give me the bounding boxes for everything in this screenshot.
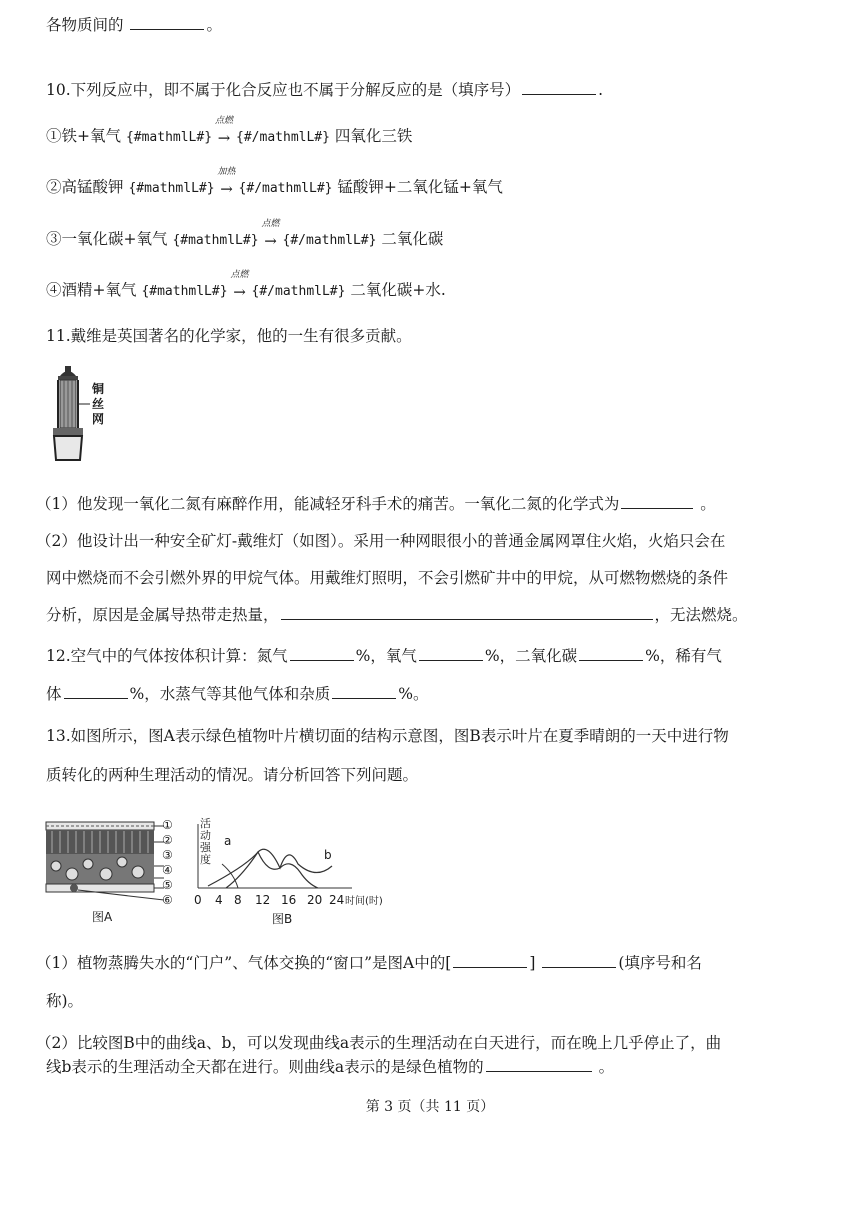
question-10-stem: [46, 79, 603, 101]
reaction-item-1: [46, 116, 413, 149]
tick-label: 4: [215, 893, 223, 907]
answer-blank[interactable]: [290, 645, 354, 661]
math-close-tag: {#/mathmlL#}: [238, 181, 333, 196]
davy-lamp-figure: [48, 364, 118, 468]
text: 体: [46, 685, 62, 703]
reaction-item-2: [46, 167, 503, 200]
page-footer: 第 3 页（共 11 页）: [365, 1099, 495, 1115]
text: %。: [398, 685, 429, 703]
text: %，水蒸气等其他气体和杂质: [129, 685, 331, 703]
curve-a-label: a: [224, 834, 232, 848]
activity-curve-chart: [186, 814, 412, 926]
x-axis-ticks: [194, 892, 383, 907]
answer-blank[interactable]: [579, 645, 643, 661]
text: 。: [695, 495, 716, 513]
label-char: 度: [200, 853, 211, 866]
text: 线b表示的生理活动全天都在进行。则曲线a表示的是绿色植物的: [46, 1058, 484, 1076]
activity-curve-figure: [186, 814, 412, 926]
math-open-tag: {#mathmlL#}: [125, 130, 213, 145]
text: .: [598, 81, 604, 99]
label-3: ③: [162, 848, 173, 862]
question-13-line-1: 13.如图所示，图A表示绿色植物叶片横切面的结构示意图，图B表示叶片在夏季晴朗的一天中进行物: [46, 727, 729, 745]
answer-blank[interactable]: [64, 683, 128, 699]
text: ，无法燃烧。: [654, 606, 748, 624]
label-char: 网: [92, 412, 105, 426]
math-open-tag: {#mathmlL#}: [172, 233, 259, 248]
reaction-arrow: [215, 167, 239, 200]
reaction-arrow: [228, 270, 252, 303]
text: ]: [529, 954, 536, 972]
question-12-line-2: [46, 683, 428, 705]
answer-blank[interactable]: [453, 952, 527, 968]
reaction-condition: 点燃: [230, 270, 249, 280]
reaction-arrow: [212, 116, 236, 149]
text: (填序号和名: [618, 954, 702, 972]
x-axis-unit: 时间(时): [345, 896, 383, 907]
question-11-part-2-line-2: 网中燃烧而不会引燃外界的甲烷气体。用戴维灯照明，不会引燃矿井中的甲烷，从可燃物燃烧的条件: [46, 569, 729, 587]
figure-b-caption: 图B: [272, 912, 293, 926]
reaction-lhs: ②高锰酸钾: [46, 178, 124, 196]
figure-a-number-labels: [162, 818, 173, 908]
tick-label: 24: [329, 893, 345, 907]
label-4: ④: [162, 863, 173, 877]
label-2: ②: [162, 833, 173, 847]
text: %，稀有气: [645, 647, 722, 665]
question-11-stem: 11.戴维是英国著名的化学家，他的一生有很多贡献。: [46, 327, 412, 345]
label-char: 活: [200, 817, 211, 830]
tick-label: 8: [234, 893, 242, 907]
curve-b-label: b: [324, 848, 332, 862]
answer-blank[interactable]: [621, 493, 693, 509]
answer-blank[interactable]: [486, 1056, 592, 1072]
label-5: ⑤: [162, 878, 173, 892]
reaction-condition: 点燃: [215, 116, 234, 126]
label-char: 动: [200, 829, 211, 842]
y-axis-label: [200, 818, 211, 866]
reaction-rhs: 二氧化碳+水.: [350, 281, 446, 299]
arrow-icon: →: [233, 283, 246, 301]
question-13-part-2-line-1: （2）比较图B中的曲线a、b，可以发现曲线a表示的生理活动在白天进行，而在晚上几乎停止了，曲: [36, 1034, 722, 1052]
answer-blank[interactable]: [281, 604, 653, 620]
text: %，氧气: [355, 647, 417, 665]
label-char: 丝: [92, 397, 105, 411]
reaction-rhs: 锰酸钾+二氧化锰+氧气: [337, 178, 503, 196]
tick-label: 12: [255, 893, 271, 907]
answer-blank[interactable]: [522, 79, 596, 95]
math-open-tag: {#mathmlL#}: [141, 284, 228, 299]
question-13-part-2-line-2: [46, 1056, 614, 1078]
arrow-icon: →: [217, 129, 231, 147]
reaction-arrow: [259, 219, 283, 252]
figure-a-caption: 图A: [92, 910, 113, 924]
label-char: 铜: [92, 382, 105, 396]
answer-blank[interactable]: [332, 683, 396, 699]
question-13-part-1-line-2: 称)。: [46, 992, 84, 1010]
tick-label: 20: [307, 893, 323, 907]
copper-mesh-label: [92, 382, 104, 427]
question-11-part-1: [36, 493, 716, 515]
text: 分析，原因是金属导热带走热量，: [46, 606, 279, 624]
reaction-lhs: ④酒精+氧气: [46, 281, 137, 299]
curve-a: [226, 852, 318, 888]
question-11-part-2-line-3: [46, 604, 748, 626]
reaction-condition: 点燃: [261, 219, 280, 229]
reaction-condition: 加热: [217, 167, 236, 177]
text: 各物质间的: [46, 16, 124, 34]
question-12-line-1: [46, 645, 722, 667]
question-13-part-1-line-1: [36, 952, 702, 974]
text: %，二氧化碳: [484, 647, 578, 665]
text: 。: [593, 1058, 615, 1076]
reaction-lhs: ①铁+氧气: [46, 127, 121, 145]
math-close-tag: {#/mathmlL#}: [251, 284, 346, 299]
tick-label: 16: [281, 893, 297, 907]
question-11-part-2-line-1: （2）他设计出一种安全矿灯-戴维灯（如图）。采用一种网眼很小的普通金属网罩住火焰，火焰只会在: [36, 532, 726, 550]
answer-blank[interactable]: [419, 645, 483, 661]
davy-lamp-drawing: [48, 364, 118, 468]
arrow-icon: →: [264, 232, 277, 250]
reaction-item-4: [46, 270, 446, 303]
question-13-line-2: 质转化的两种生理活动的情况。请分析回答下列问题。: [46, 766, 419, 784]
text: 。: [206, 16, 222, 34]
reaction-lhs: ③一氧化碳+氧气: [46, 230, 168, 248]
fill-line-top: [46, 14, 222, 36]
math-close-tag: {#/mathmlL#}: [282, 233, 377, 248]
text: 12.空气中的气体按体积计算：氮气: [46, 647, 288, 665]
text: （1）植物蒸腾失水的“门户”、气体交换的“窗口”是图A中的[: [36, 954, 452, 972]
answer-blank[interactable]: [130, 14, 204, 30]
label-6: ⑥: [162, 893, 173, 907]
tick-label: 0: [194, 893, 202, 907]
math-open-tag: {#mathmlL#}: [128, 181, 215, 196]
reaction-rhs: 四氧化三铁: [334, 127, 413, 145]
label-1: ①: [162, 818, 173, 832]
leaf-cross-section-figure: [44, 816, 184, 928]
reaction-rhs: 二氧化碳: [381, 230, 444, 248]
reaction-item-3: [46, 219, 444, 252]
answer-blank[interactable]: [542, 952, 616, 968]
text: （1）他发现一氧化二氮有麻醉作用，能减轻牙科手术的痛苦。一氧化二氮的化学式为: [36, 495, 620, 513]
math-close-tag: {#/mathmlL#}: [236, 130, 330, 145]
label-char: 强: [200, 841, 211, 854]
arrow-icon: →: [220, 180, 233, 198]
text: 10.下列反应中，即不属于化合反应也不属于分解反应的是（填序号）: [46, 81, 521, 99]
